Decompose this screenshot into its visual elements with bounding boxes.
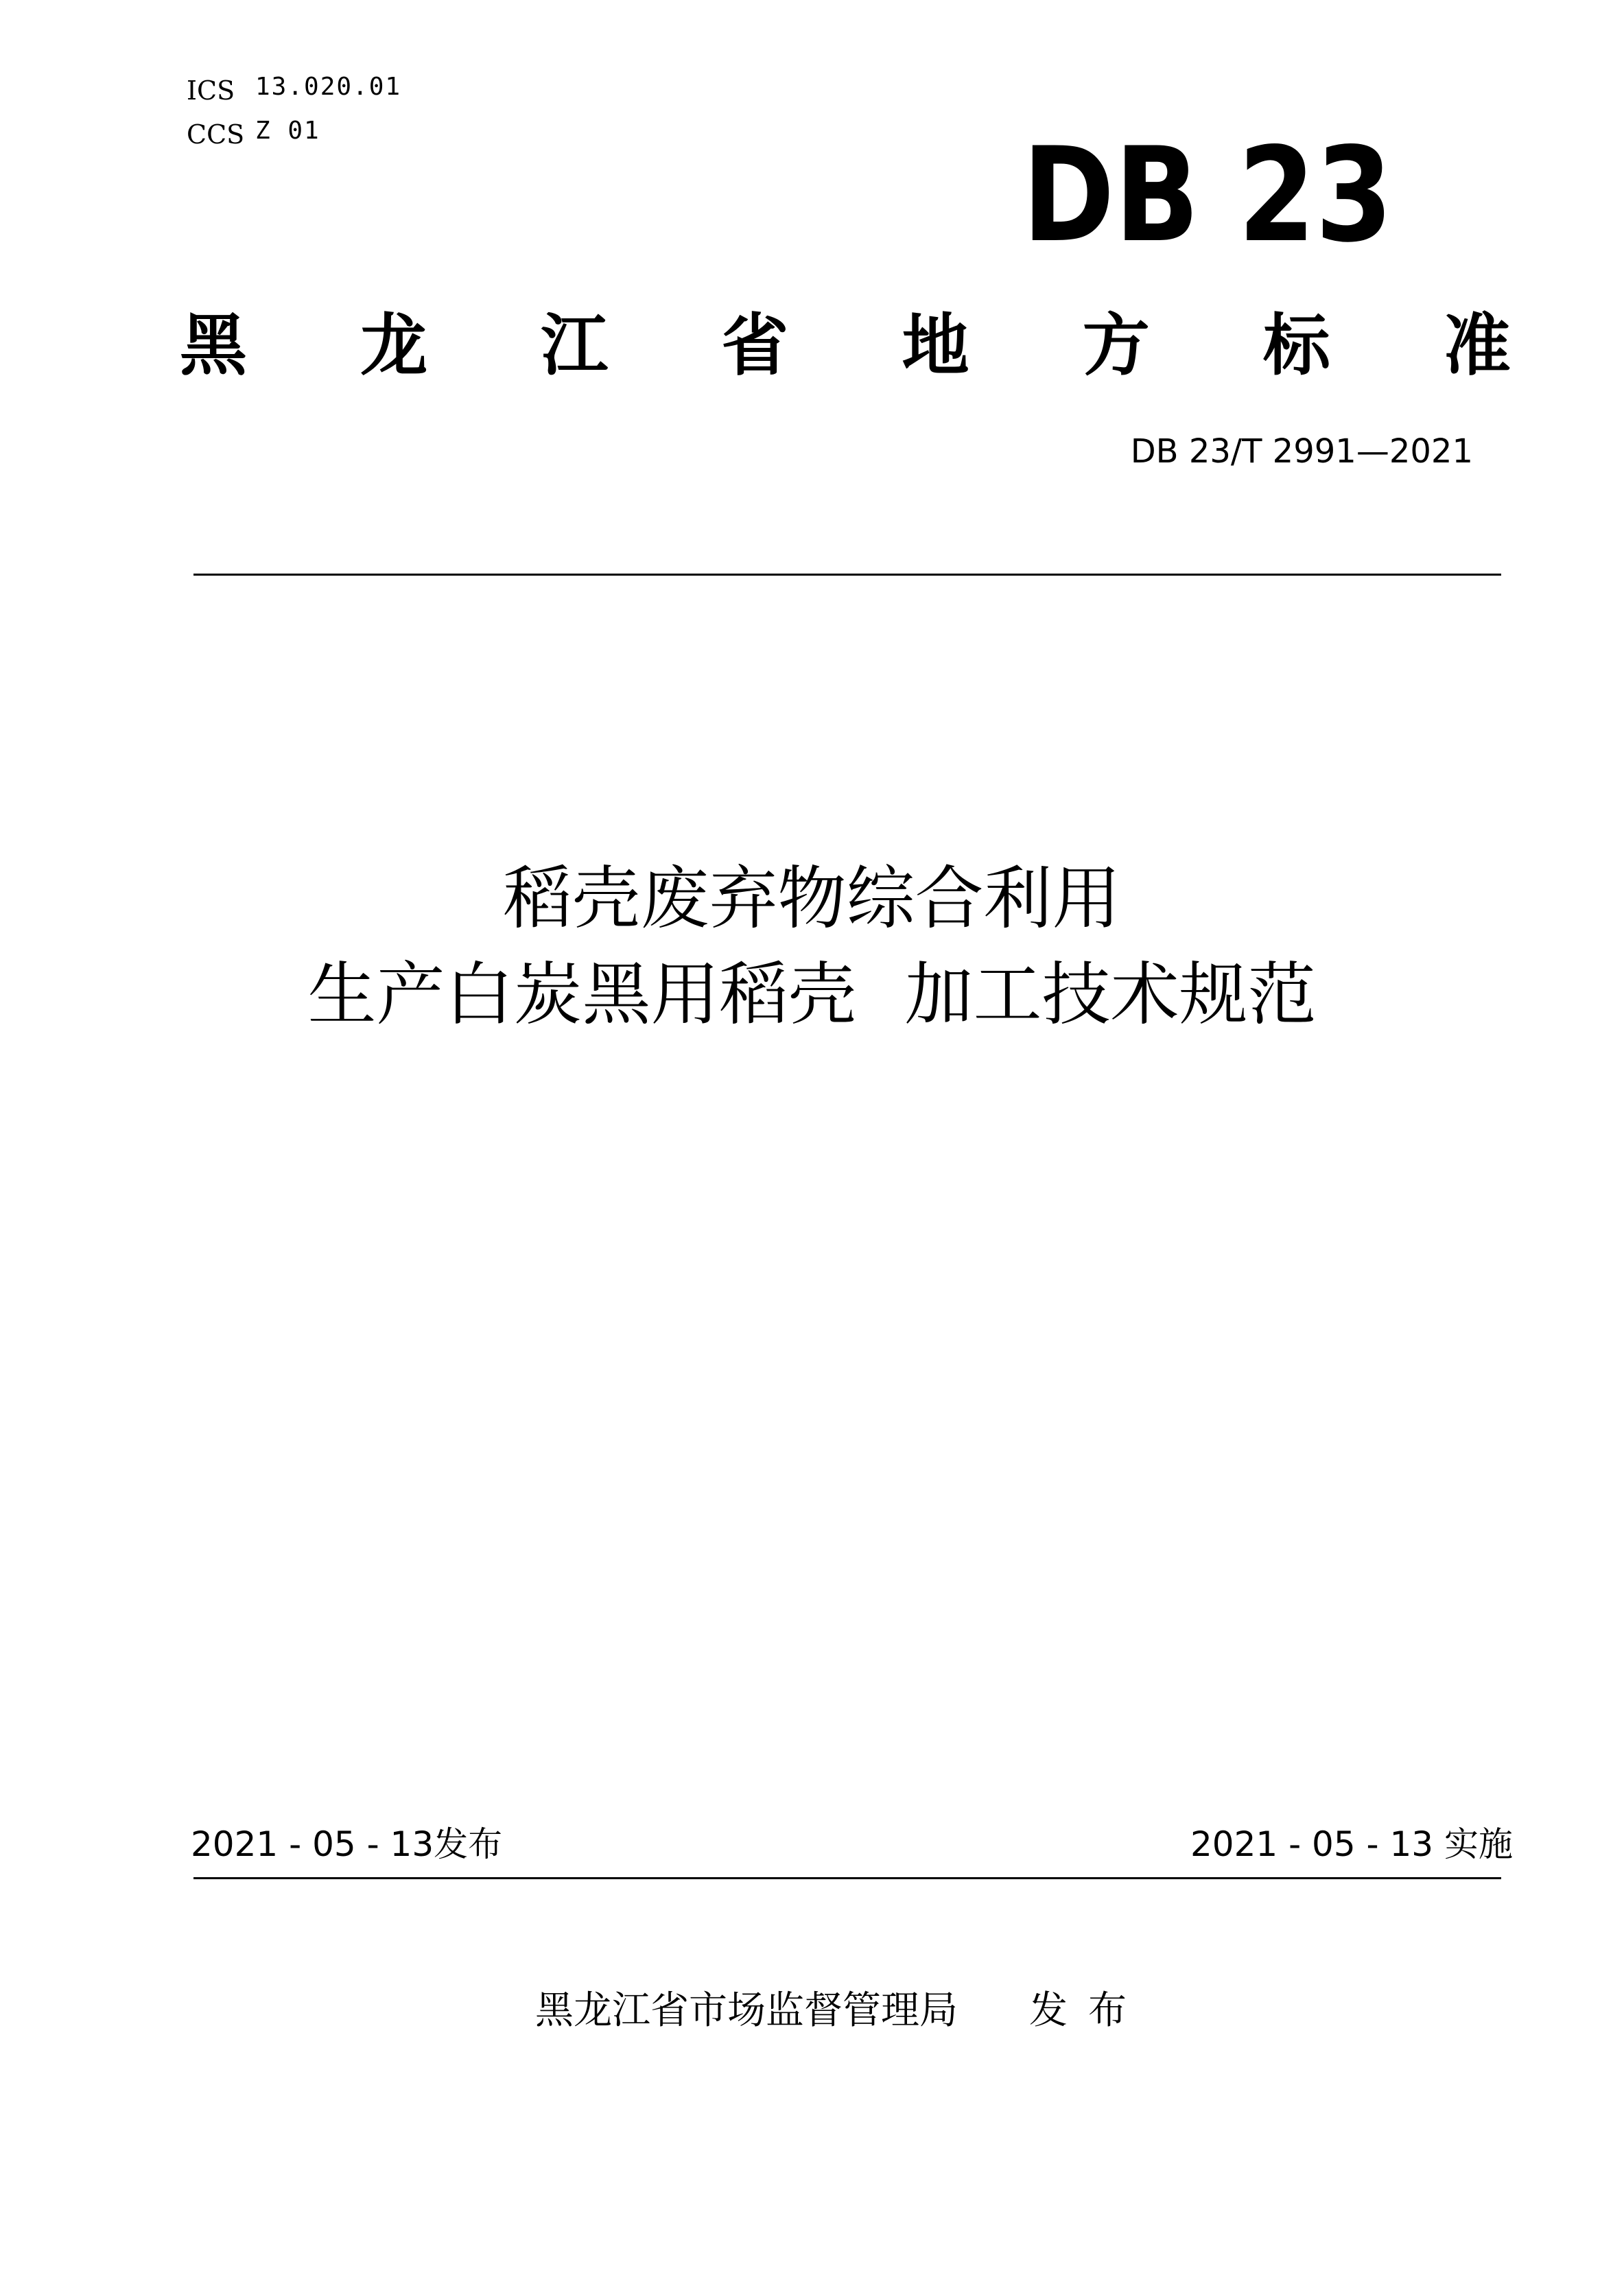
standard-type-title: [180, 288, 1511, 391]
ccs-code: Z 01: [255, 117, 320, 145]
effective-date: 2021 - 05 - 13 实施: [1190, 1824, 1513, 1864]
top-divider: [193, 574, 1501, 576]
title-line-2: [0, 947, 1624, 1043]
issuing-authority: 黑龙江省市场监督管理局: [535, 1988, 958, 2033]
bottom-divider: [193, 1877, 1501, 1879]
standard-type-char: 地: [902, 306, 969, 385]
ccs-label: CCS: [187, 119, 245, 150]
standard-type-char: 黑: [180, 306, 248, 385]
standard-type-char: 标: [1262, 306, 1330, 385]
standard-type-char: 省: [721, 306, 789, 385]
standard-type-char: 江: [541, 306, 609, 385]
ics-code: 13.020.01: [255, 73, 402, 101]
standard-type-char: 龙: [360, 306, 428, 385]
db23-logo-text: DB 23: [1022, 119, 1393, 271]
standard-type-char: 方: [1082, 306, 1150, 385]
issue-action: 发布: [1029, 1988, 1147, 2033]
title-line-2-part-2: 加工技术规范: [904, 954, 1317, 1035]
title-line-2-part-1: 生产白炭黑用稻壳: [307, 954, 857, 1035]
title-line-1: 稻壳废弃物综合利用: [503, 858, 1121, 939]
standard-number: DB 23/T 2991—2021: [1130, 432, 1473, 471]
db23-logo: [1022, 119, 1393, 271]
standard-type-char: 准: [1443, 306, 1511, 385]
publish-date: 2021 - 05 - 13发布: [191, 1824, 503, 1864]
document-title: [0, 851, 1624, 1043]
ics-label: ICS: [187, 75, 235, 106]
